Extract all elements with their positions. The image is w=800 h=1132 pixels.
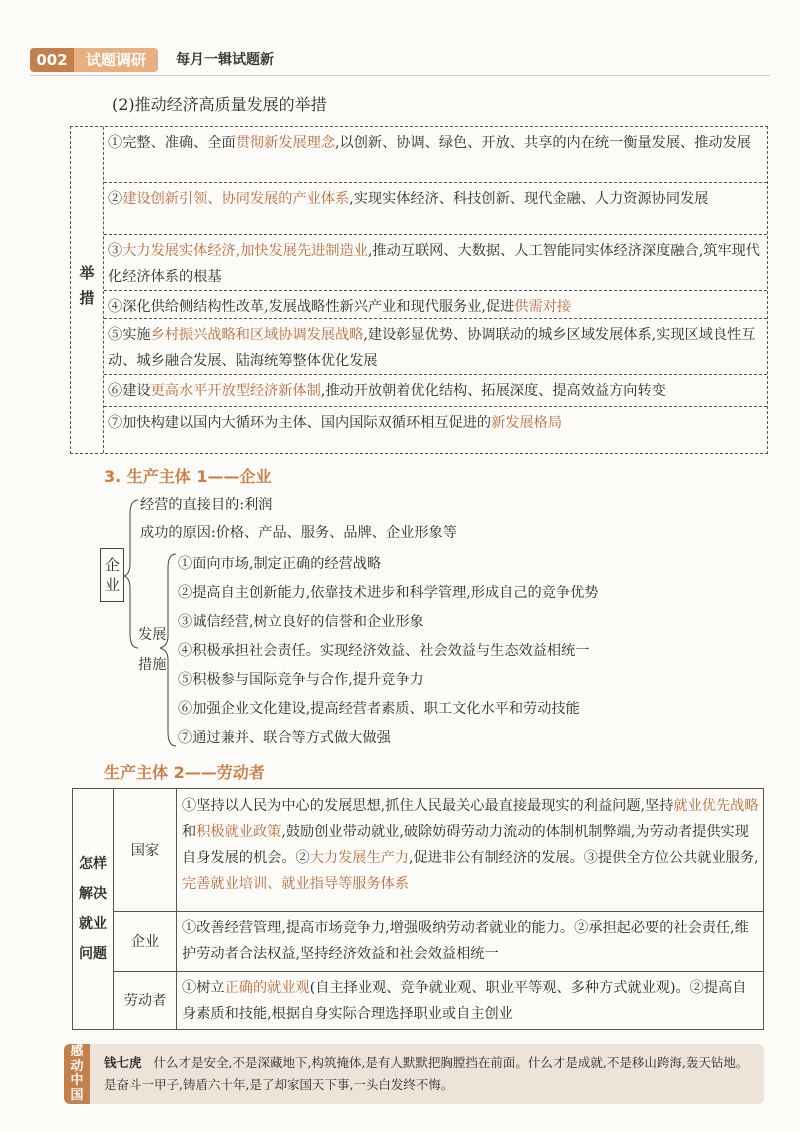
employment-highlight: 正确的就业观 [224, 980, 310, 996]
header-rule [30, 75, 770, 76]
employment-row [114, 911, 763, 972]
quote-tag-char: 感 [70, 1044, 84, 1059]
quote-text-block [104, 1052, 752, 1096]
quote-text: 什么才是安全,不是深藏地下,构筑掩体,是有人默默把胸膛挡在前面。什么才是成就,不是移山跨海,轰天钻地。是奋斗一甲子,铸盾六十年,是了却家国天下事,一头白发终不悔。 [104, 1055, 749, 1092]
measure-highlight: 新发展格局 [491, 415, 563, 431]
measure-text: ③ [108, 243, 123, 259]
employment-measures [182, 793, 759, 897]
measure-highlight: 更高水平开放型经济新体制 [150, 383, 321, 399]
employment-text: ①树立 [182, 980, 225, 996]
employment-rows [114, 789, 763, 1029]
measure-highlight: 建设创新引领、协同发展的产业体系 [122, 191, 350, 207]
measure-highlight: 乡村振兴战略和区域协调发展战略 [150, 327, 364, 343]
measure-row [104, 319, 767, 375]
employment-highlight: 大力发展生产力 [309, 850, 410, 866]
measure-highlight: 大力发展实体经济,加快发展先进制造业 [122, 243, 368, 259]
brace-measures [160, 550, 178, 750]
quote-tag [64, 1044, 90, 1104]
employment-question [73, 789, 114, 1029]
measure-text: ⑥建设 [108, 383, 151, 399]
employment-row [114, 971, 763, 1029]
employment-text: ①坚持以人民为中心的发展思想,抓住人民最关心最直接最现实的利益问题,坚持 [182, 798, 674, 814]
measure-text: ⑦加快构建以国内大循环为主体、国内国际双循环相互促进的 [108, 415, 492, 431]
employment-question-line: 解决 [79, 886, 107, 902]
measure-row [104, 183, 767, 235]
enterprise-measure-item: ②提高自主创新能力,依靠技术进步和科学管理,形成自己的竞争优势 [178, 585, 599, 601]
employment-question-line: 问题 [79, 946, 107, 962]
employment-question-line: 就业 [79, 916, 107, 932]
header-subtitle: 每月一辑试题新 [176, 52, 274, 68]
measures-table [70, 126, 768, 454]
page-number: 002 [30, 48, 74, 72]
quote-author: 钱七虎 [104, 1055, 142, 1070]
page-header [30, 44, 770, 76]
measure-text: ,推动互联网、大数据、人工智能同实体经济深度融合,筑牢现代化经济体系的根基 [108, 243, 760, 285]
employment-text: (自主择业观、竞争就业观、职业平等观、多种方式就业观)。②提高自身素质和技能,根据自身实际合理选择职业或自主创业 [182, 980, 747, 1022]
employment-highlight: 积极就业政策 [196, 824, 282, 840]
section-title-enterprise: 3. 生产主体 1——企业 [104, 467, 272, 486]
measure-text: ② [108, 191, 123, 207]
measure-text: ,实现实体经济、科技创新、现代金融、人力资源协同发展 [349, 191, 709, 207]
measure-row [104, 407, 767, 453]
employment-row [114, 789, 763, 912]
enterprise-measure-item: ⑦通过兼并、联合等方式做大做强 [178, 730, 391, 746]
employment-actor: 国家 [114, 789, 177, 911]
quote-tag-char: 国 [70, 1087, 84, 1103]
enterprise-measure-item: ⑥加强企业文化建设,提高经营者素质、职工文化水平和劳动技能 [178, 701, 580, 717]
employment-text: ,鼓励创业带动就业,破除妨碍劳动力流动的体制机制弊端,为劳动者提供实现自身发展的机会。② [182, 824, 749, 866]
measures-label: 举措 [71, 127, 104, 453]
employment-question-line: 怎样 [79, 856, 107, 872]
employment-highlight: 完善就业培训、就业指导等服务体系 [182, 876, 410, 892]
enterprise-measure-item: ③诚信经营,树立良好的信誉和企业形象 [178, 614, 424, 630]
enterprise-success: 成功的原因:价格、产品、服务、品牌、企业形象等 [140, 525, 457, 541]
enterprise-root [100, 548, 124, 602]
quote-tag-char: 动 [70, 1058, 84, 1074]
measure-text: ,建设彰显优势、协调联动的城乡区域发展体系,实现区域良性互动、城乡融合发展、陆海统筹整体优化发展 [108, 327, 756, 369]
employment-actor: 劳动者 [114, 971, 177, 1029]
measure-text: ,推动开放朝着优化结构、拓展深度、提高效益方向转变 [320, 383, 666, 399]
quote-box [64, 1044, 764, 1104]
enterprise-goal: 经营的直接目的:利润 [140, 497, 273, 513]
measures-label-1: 发展 [138, 627, 167, 643]
measure-row [104, 235, 767, 291]
measure-text: ,以创新、协调、绿色、开放、共享的内在统一衡量发展、推动发展 [335, 135, 751, 151]
employment-actor: 企业 [114, 911, 177, 971]
employment-table [72, 788, 764, 1030]
enterprise-root-label: 企业 [105, 556, 121, 594]
enterprise-measure-item: ⑤积极参与国际竞争与合作,提升竞争力 [178, 672, 424, 688]
measure-text: ⑤实施 [108, 327, 151, 343]
measure-text: ④深化供给侧结构性改革,发展战略性新兴产业和现代服务业,促进 [108, 299, 515, 315]
quote-tag-char: 中 [70, 1073, 84, 1088]
measure-highlight: 供需对接 [514, 299, 572, 315]
section-title-labor: 生产主体 2——劳动者 [104, 763, 265, 782]
measures-rows [104, 127, 767, 453]
enterprise-measure-item: ①面向市场,制定正确的经营战略 [178, 556, 382, 572]
measure-row [104, 291, 767, 319]
employment-text: 和 [182, 824, 197, 840]
measure-highlight: 贯彻新发展理念 [235, 135, 336, 151]
employment-text: ①改善经营管理,提高市场竞争力,增强吸纳劳动者就业的能力。②承担起必要的社会责任,维护劳动者合法权益,坚持经济效益和社会效益相统一 [182, 920, 749, 962]
sub-heading: (2)推动经济高质量发展的举措 [112, 95, 327, 114]
employment-measures [182, 915, 759, 967]
employment-text: ,促进非公有制经济的发展。③提供全方位公共就业服务, [409, 850, 759, 866]
column-tag: 试题调研 [74, 48, 158, 72]
employment-highlight: 就业优先战略 [673, 798, 759, 814]
employment-measures [182, 975, 759, 1027]
measure-text: ①完整、准确、全面 [108, 135, 236, 151]
enterprise-measure-item: ④积极承担社会责任。实现经济效益、社会效益与生态效益相统一 [178, 643, 590, 659]
measure-row [104, 375, 767, 407]
measures-label-2: 措施 [138, 657, 167, 673]
measure-row [104, 127, 767, 183]
